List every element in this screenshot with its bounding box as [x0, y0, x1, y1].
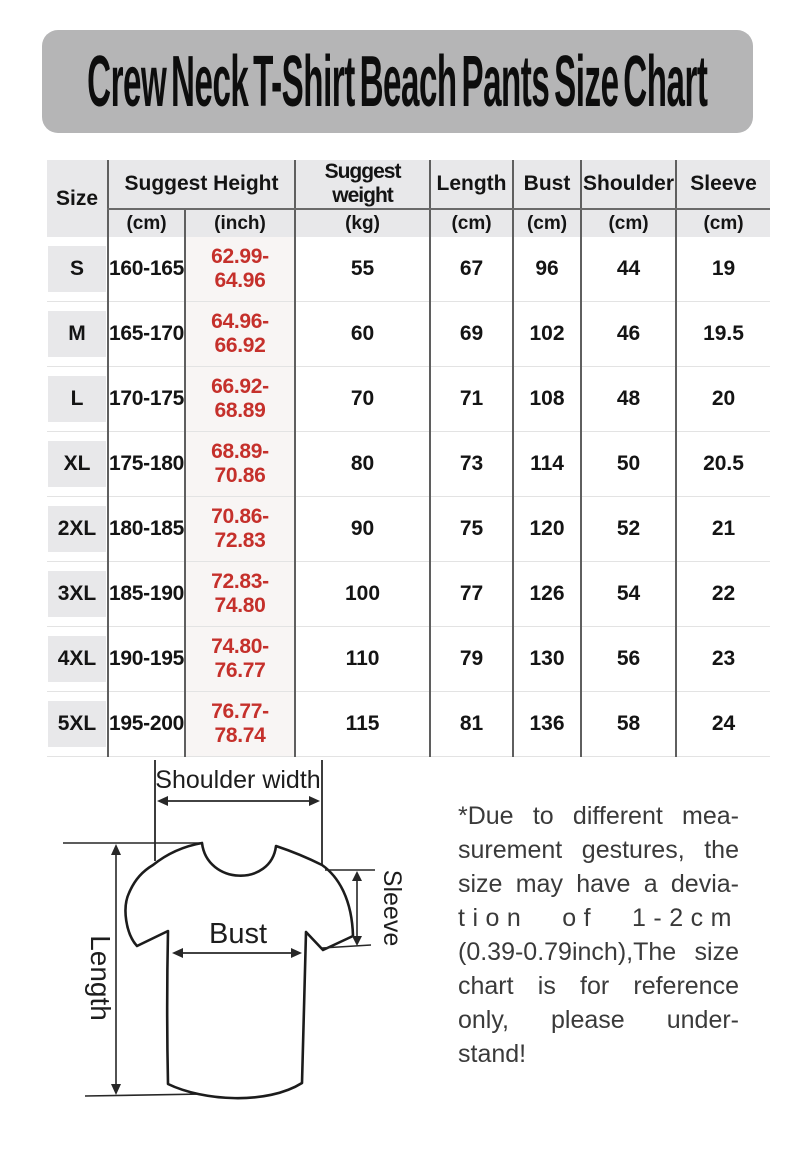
cell-height-cm: 195-200 — [108, 692, 185, 757]
note-line: (0.39-0.79inch),The size — [458, 938, 739, 966]
table-row — [47, 432, 770, 497]
cell-length: 75 — [430, 497, 513, 562]
bust-label: Bust — [208, 918, 268, 950]
cell-weight: 55 — [295, 237, 430, 302]
note-block — [458, 799, 739, 1071]
note-line: size may have a devia- — [458, 870, 739, 898]
unit-sleeve-cm: (cm) — [676, 209, 770, 237]
cell-sleeve: 20 — [676, 367, 770, 432]
cell-height-inch: 72.83-74.80 — [185, 562, 295, 627]
cell-size — [47, 432, 108, 497]
cell-sleeve: 20.5 — [676, 432, 770, 497]
page-title: Crew Neck T-Shirt Beach Pants Size Chart — [87, 41, 708, 122]
tshirt-diagram — [55, 748, 455, 1160]
header-size: Size — [47, 160, 108, 237]
table-header — [47, 160, 770, 237]
cell-bust: 102 — [513, 302, 581, 367]
table-row — [47, 627, 770, 692]
cell-weight: 80 — [295, 432, 430, 497]
cell-shoulder: 46 — [581, 302, 676, 367]
header-sleeve: Sleeve — [676, 160, 770, 209]
cell-shoulder: 54 — [581, 562, 676, 627]
cell-weight: 90 — [295, 497, 430, 562]
note-line: surement gestures, the — [458, 836, 739, 864]
table-row — [47, 692, 770, 757]
cell-shoulder: 50 — [581, 432, 676, 497]
cell-height-inch: 62.99-64.96 — [185, 237, 295, 302]
cell-size — [47, 237, 108, 302]
unit-weight-kg: (kg) — [295, 209, 430, 237]
cell-size — [47, 302, 108, 367]
unit-height-cm: (cm) — [108, 209, 185, 237]
note-line: stand! — [458, 1040, 527, 1068]
header-length: Length — [430, 160, 513, 209]
cell-length: 73 — [430, 432, 513, 497]
cell-weight: 110 — [295, 627, 430, 692]
header-units-row — [47, 209, 770, 237]
size-chip: 5XL — [48, 701, 106, 747]
note-line: only, please under- — [458, 1006, 739, 1034]
cell-bust: 126 — [513, 562, 581, 627]
cell-bust: 114 — [513, 432, 581, 497]
cell-sleeve: 21 — [676, 497, 770, 562]
table-row — [47, 562, 770, 627]
cell-size — [47, 367, 108, 432]
cell-weight: 70 — [295, 367, 430, 432]
cell-height-inch: 66.92-68.89 — [185, 367, 295, 432]
cell-bust: 96 — [513, 237, 581, 302]
size-chip: S — [48, 246, 106, 292]
note-line: *Due to different mea- — [458, 802, 739, 830]
table-row — [47, 367, 770, 432]
cell-weight: 100 — [295, 562, 430, 627]
cell-bust: 136 — [513, 692, 581, 757]
cell-sleeve: 22 — [676, 562, 770, 627]
cell-sleeve: 24 — [676, 692, 770, 757]
header-bust: Bust — [513, 160, 581, 209]
header-suggest-weight — [295, 160, 430, 209]
cell-height-cm: 160-165 — [108, 237, 185, 302]
cell-height-cm: 190-195 — [108, 627, 185, 692]
size-chart-table — [47, 160, 770, 757]
unit-height-inch: (inch) — [185, 209, 295, 237]
cell-height-inch: 76.77-78.74 — [185, 692, 295, 757]
title-banner — [42, 30, 753, 133]
cell-sleeve: 19.5 — [676, 302, 770, 367]
cell-length: 69 — [430, 302, 513, 367]
unit-shoulder-cm: (cm) — [581, 209, 676, 237]
size-chip: 3XL — [48, 571, 106, 617]
header-suggest-weight-label: Suggest weight — [324, 160, 401, 207]
size-chip: 2XL — [48, 506, 106, 552]
shoulder-width-label: Shoulder width — [155, 766, 321, 794]
header-shoulder: Shoulder — [581, 160, 676, 209]
cell-bust: 130 — [513, 627, 581, 692]
table-row — [47, 497, 770, 562]
cell-height-inch: 68.89-70.86 — [185, 432, 295, 497]
cell-length: 71 — [430, 367, 513, 432]
cell-bust: 108 — [513, 367, 581, 432]
unit-length-cm: (cm) — [430, 209, 513, 237]
size-chip: M — [48, 311, 106, 357]
cell-height-inch: 70.86-72.83 — [185, 497, 295, 562]
table-row — [47, 302, 770, 367]
cell-shoulder: 58 — [581, 692, 676, 757]
size-chip: 4XL — [48, 636, 106, 682]
cell-shoulder: 56 — [581, 627, 676, 692]
size-chip: L — [48, 376, 106, 422]
cell-height-cm: 165-170 — [108, 302, 185, 367]
header-suggest-height: Suggest Height — [108, 160, 295, 209]
cell-length: 79 — [430, 627, 513, 692]
cell-height-inch: 74.80-76.77 — [185, 627, 295, 692]
tshirt-outline — [126, 843, 353, 1098]
cell-weight: 115 — [295, 692, 430, 757]
cell-height-cm: 180-185 — [108, 497, 185, 562]
size-chip: XL — [48, 441, 106, 487]
note-line: tion of 1-2cm — [458, 904, 739, 932]
note-line: chart is for reference — [458, 972, 739, 1000]
header-label-row — [47, 160, 770, 209]
cell-height-inch: 64.96-66.92 — [185, 302, 295, 367]
sleeve-label: Sleeve — [378, 869, 406, 947]
cell-height-cm: 175-180 — [108, 432, 185, 497]
cell-shoulder: 48 — [581, 367, 676, 432]
table-row — [47, 237, 770, 302]
cell-weight: 60 — [295, 302, 430, 367]
cell-size — [47, 562, 108, 627]
cell-sleeve: 23 — [676, 627, 770, 692]
cell-height-cm: 170-175 — [108, 367, 185, 432]
cell-length: 77 — [430, 562, 513, 627]
cell-length: 67 — [430, 237, 513, 302]
cell-bust: 120 — [513, 497, 581, 562]
cell-size — [47, 627, 108, 692]
length-label: Length — [85, 935, 116, 1021]
unit-bust-cm: (cm) — [513, 209, 581, 237]
cell-size — [47, 497, 108, 562]
cell-height-cm: 185-190 — [108, 562, 185, 627]
cell-shoulder: 52 — [581, 497, 676, 562]
cell-length: 81 — [430, 692, 513, 757]
cell-sleeve: 19 — [676, 237, 770, 302]
cell-shoulder: 44 — [581, 237, 676, 302]
cell-size — [47, 692, 108, 757]
